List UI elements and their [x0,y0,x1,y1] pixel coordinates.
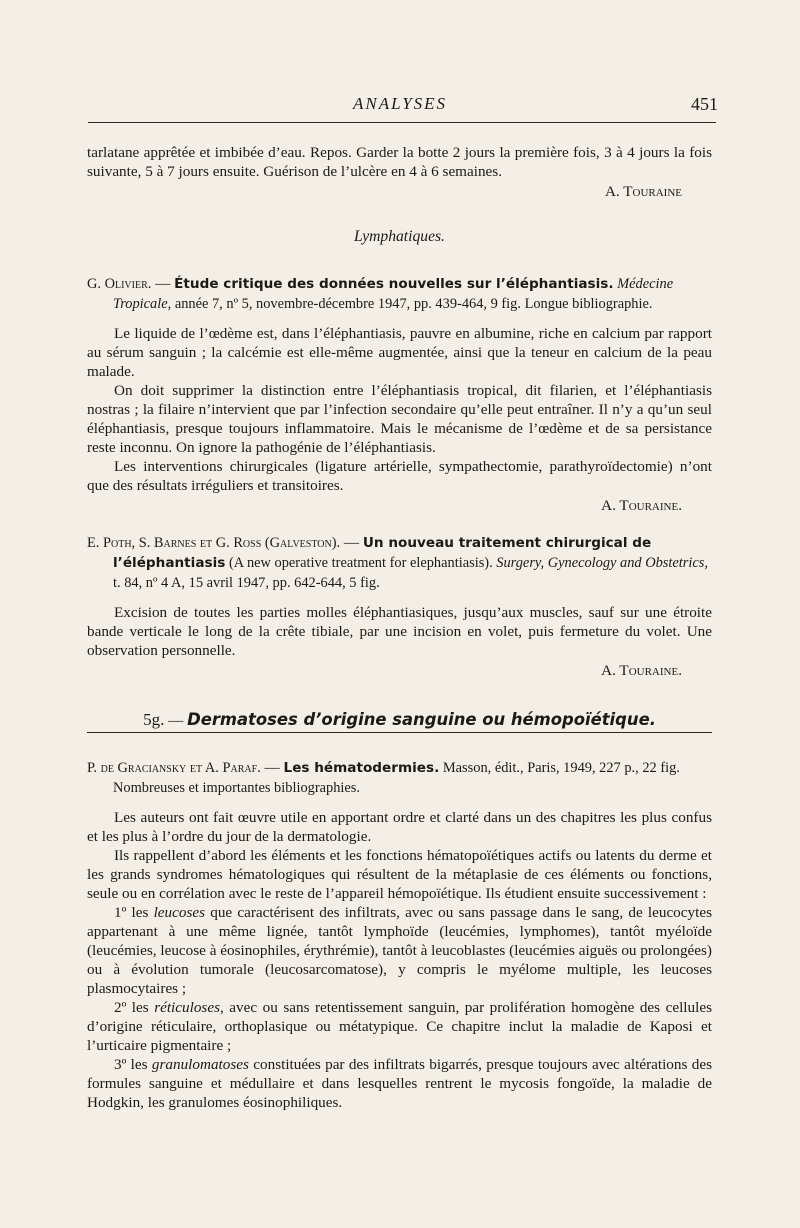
list-item: 1º les leucoses que caractérisent des infiltrats, avec ou sans passage dans le sang, de leucocytes appartenant à une même lignée, tantôt lymphoïde (leucémies, lymphomes), tantôt myéloïde (leucémies, leucose à éosinophiles, érythrémie), tantôt à leucoblastes (leucémies aiguës ou prolongées) ou à évolution tumorale (leucosarcomatose), y compris le myélome multiple, les leucoses plasmocytaires ; [87,904,712,997]
article3-details: Masson, édit., Paris, 1949, 227 p., 22 fig. Nombreuses et importantes bibliographies. [113,760,680,796]
list-item-term: granulomatoses [151,1056,249,1073]
article2-signature: A. Touraine. [601,662,682,679]
article1-reference: G. Olivier. — Étude critique des données nouvelles sur l’éléphantiasis. Médecine Tropicale, année 7, nº 5, novembre-décembre 1947, pp. 439-464, 9 fig. Longue bibliographie. [87,275,674,312]
section-underline [87,732,712,733]
article2-reference: E. Poth, S. Barnes et G. Ross (Galveston). — Un nouveau traitement chirurgical de l’éléphantiasis (A new operative treatment for elephantiasis). Surgery, Gynecology and Obstetrics, t. 84, nº 4 A, 15 avril 1947, pp. 642-644, 5 fig. [87,534,708,591]
section-heading: 5g. — Dermatoses d’origine sanguine ou hémopoïétique. [87,710,712,740]
article2-subtitle: (A new operative treatment for elephantiasis). [225,555,493,571]
intro-paragraph: tarlatane apprêtée et imbibée d’eau. Repos. Garder la botte 2 jours la première fois, 3 à 4 jours la fois suivante, 5 à 7 jours ensuite. Guérison de l’ulcère en 4 à 6 semaines. [87,144,712,180]
running-head-title: ANALYSES [352,94,448,113]
article3-paragraph: Ils rappellent d’abord les éléments et les fonctions hématopoïétiques actifs ou latents du derme et les grands syndromes hématologiques qui résultent de la métaplasie de ces éléments ou fonctions, seule ou en corrélation avec le reste de l’appareil hémopoïétique. Ils étudient ensuite successivement : [87,847,712,902]
list-item-term: leucoses [153,904,206,921]
article1-paragraph: On doit supprimer la distinction entre l’éléphantiasis tropical, dit filarien, et l’éléphantiasis nostras ; la filaire n’intervient que par l’infection secondaire qu’elle peut entraîner. Il n’y a qu’un seul éléphantiasis, presque toujours inflammatoire. Mais le mécanisme de l’œdème et de sa persistance reste inconnu. On ignore la pathogénie de l’éléphantiasis. [87,382,712,456]
article2-journal: Surgery, Gynecology and Obstetrics, [492,555,708,571]
section-title-text: Dermatoses d’origine sanguine ou hémopoïétique. [187,710,656,729]
subsection-title: Lymphatiques. [354,228,445,245]
article1-title: Étude critique des données nouvelles sur l’éléphantiasis. [174,276,614,292]
article3-reference: P. de Graciansky et A. Paraf. — Les hématodermies. Masson, édit., Paris, 1949, 227 p., 22 fig. Nombreuses et importantes bibliographies. [87,759,680,796]
article1-journal: Médecine Tropicale, [113,276,674,312]
article1-signature: A. Touraine. [601,497,682,514]
list-item: 3º les granulomatoses constituées par des infiltrats bigarrés, presque toujours avec altérations des formules sanguine et médullaire et dans lesquelles rentrent le mycosis fongoïde, la maladie de Hodgkin, les granulomes éosinophiliques. [87,1056,712,1111]
list-item-term: réticuloses [154,999,220,1016]
article3-title: Les hématodermies. [283,760,440,776]
page-body [87,143,712,1112]
running-head [88,94,718,124]
article1-details: année 7, nº 5, novembre-décembre 1947, pp. 439-464, 9 fig. Longue bibliographie. [171,296,653,312]
list-item: 2º les réticuloses, avec ou sans retentissement sanguin, par prolifération homogène des cellules d’origine réticulaire, orthoplasique ou métatypique. Ce chapitre inclut la maladie de Kaposi et l’urticaire pigmentaire ; [87,999,712,1054]
article1-paragraph: Les interventions chirurgicales (ligature artérielle, sympathectomie, parathyroïdectomie) n’ont que des résultats irréguliers et transitoires. [87,458,712,494]
page-number: 451 [691,94,718,114]
article2-author: E. Poth, S. Barnes et G. Ross (Galveston). [87,535,341,551]
intro-signature: A. Touraine [604,183,682,200]
article2-details: t. 84, nº 4 A, 15 avril 1947, pp. 642-644, 5 fig. [113,575,380,591]
article2-paragraph: Excision de toutes les parties molles éléphantiasiques, jusqu’aux muscles, sauf sur une étroite bande verticale le long de la crête tibiale, par une incision en volet, puis fermeture du volet. Une observation personnelle. [87,604,712,659]
article3-paragraph: Les auteurs ont fait œuvre utile en apportant ordre et clarté dans un des chapitres les plus confus et les plus à l’ordre du jour de la dermatologie. [87,809,712,845]
article3-author: P. de Graciansky et A. Paraf. [87,760,261,776]
article1-paragraph: Le liquide de l’œdème est, dans l’éléphantiasis, pauvre en albumine, riche en calcium par rapport au sérum sanguin ; la calcémie est elle-même augmentée, ainsi que la teneur en calcium de la peau malade. [87,325,712,380]
article1-author: G. Olivier. [87,276,152,292]
article2-title: Un nouveau traitement chirurgical de l’éléphantiasis [113,535,652,571]
section-number: 5g. [143,710,165,729]
header-rule [88,122,716,123]
